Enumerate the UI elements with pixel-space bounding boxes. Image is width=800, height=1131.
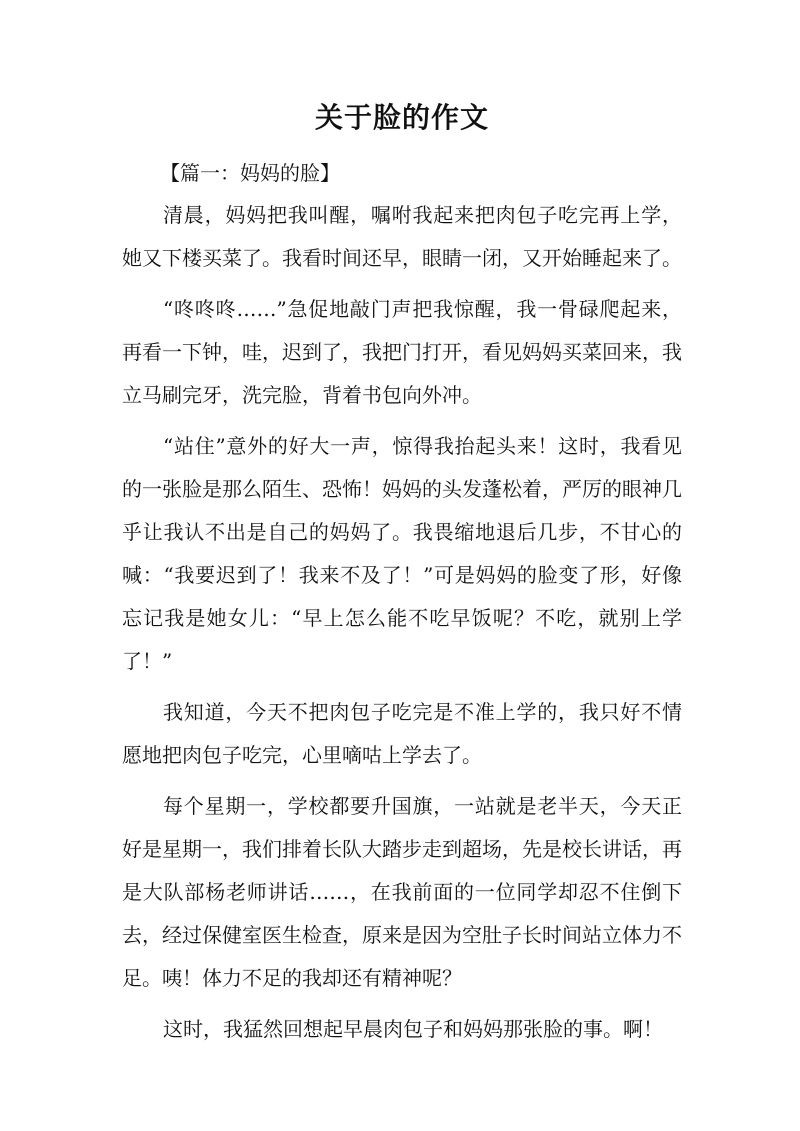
paragraph-5: 每个星期一，学校都要升国旗，一站就是老半天，今天正好是星期一，我们排着长队大踏步走到超场，先是校长讲话，再是大队部杨老师讲话……，在我前面的一位同学却忍不住倒下去，经过保健室医生检查，原来是因为空肚子长时间站立体力不足。咦！体力不足的我却还有精神呢？	[122, 794, 682, 990]
paragraph-6: 这时，我猛然回想起早晨肉包子和妈妈那张脸的事。啊！	[163, 1017, 663, 1041]
paragraph-2: “咚咚咚……”急促地敲门声把我惊醒，我一骨碌爬起来，再看一下钟，哇，迟到了，我把门打开，看见妈妈买菜回来，我立马刷完牙，洗完脸，背着书包向外冲。	[122, 297, 682, 407]
paragraph-3: “站住”意外的好大一声，惊得我抬起头来！这时，我看见的一张脸是那么陌生、恐怖！妈妈的头发蓬松着，严厉的眼神几乎让我认不出是自己的妈妈了。我畏缩地退后几步，不甘心的喊：“我要迟到了！我来不及了！”可是妈妈的脸变了形，好像忘记我是她女儿：“早上怎么能不吃早饭呢？不吃，就别上学了！”	[122, 434, 682, 673]
paragraph-4: 我知道，今天不把肉包子吃完是不准上学的，我只好不情愿地把肉包子吃完，心里嘀咕上学去了。	[122, 700, 682, 767]
document-title: 关于脸的作文	[314, 101, 489, 134]
paragraph-1: 清晨，妈妈把我叫醒，嘱咐我起来把肉包子吃完再上学，她又下楼买菜了。我看时间还早，眼睛一闭，又开始睡起来了。	[122, 203, 682, 270]
section-heading: 【篇一：妈妈的脸】	[160, 161, 340, 185]
